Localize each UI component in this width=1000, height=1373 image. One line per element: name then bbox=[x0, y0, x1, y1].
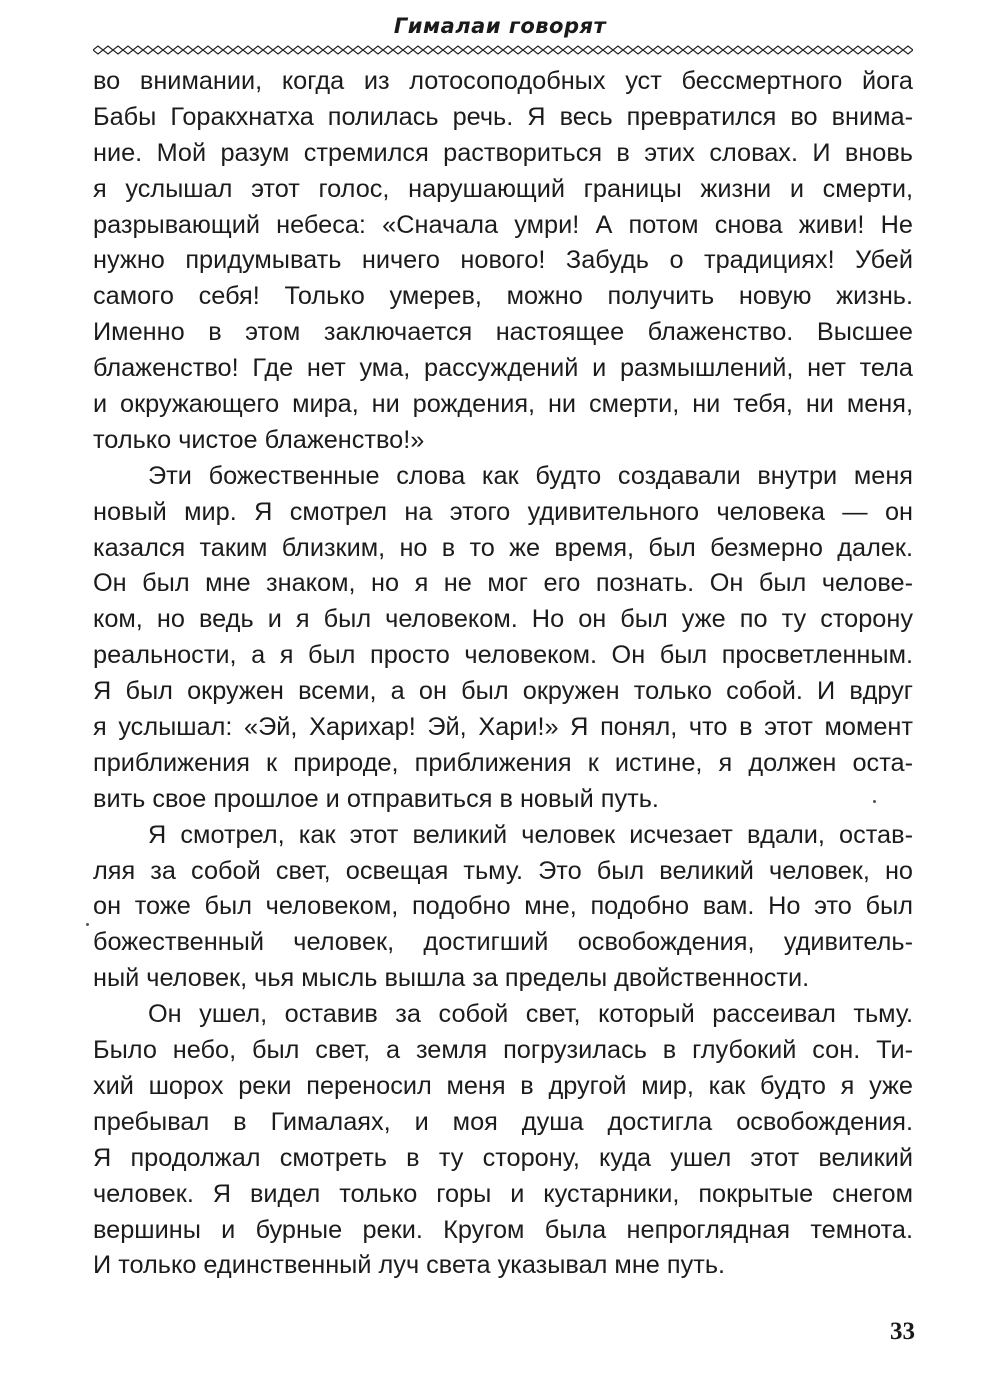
text-line: И только единственный луч света указывал мне путь. bbox=[93, 1251, 726, 1280]
text-line: только чистое блаженство!» bbox=[93, 425, 425, 454]
text-line: Он ушел, оставив за собой свет, который рассеивал тьму. bbox=[148, 1000, 913, 1029]
text-line: вершины и бурные реки. Кругом была непроглядная темнота. bbox=[93, 1215, 913, 1244]
ornament-divider bbox=[93, 43, 913, 57]
text-line: я услышал этот голос, нарушающий границы жизни и смерти, bbox=[93, 174, 913, 203]
text-line: Я продолжал смотреть в ту сторону, куда ушел этот великий bbox=[93, 1143, 913, 1172]
paragraph bbox=[93, 997, 913, 1284]
text-line: Он был мне знаком, но я не мог его познать. Он был челове- bbox=[93, 569, 913, 598]
paragraph bbox=[93, 64, 913, 459]
paragraph bbox=[93, 459, 913, 818]
page-number: 33 bbox=[890, 1318, 915, 1345]
text-line: ляя за собой свет, освещая тьму. Это был великий человек, но bbox=[93, 856, 913, 885]
text-line: божественный человек, достигший освобождения, удивитель- bbox=[93, 928, 913, 957]
text-line: и окружающего мира, ни рождения, ни смерти, ни тебя, ни меня, bbox=[93, 390, 913, 419]
text-line: самого себя! Только умерев, можно получить новую жизнь. bbox=[93, 282, 913, 311]
scan-speck bbox=[86, 923, 89, 926]
text-line: вить свое прошлое и отправиться в новый путь. bbox=[93, 784, 659, 813]
text-line: Именно в этом заключается настоящее блаженство. Высшее bbox=[93, 318, 913, 347]
text-line: Было небо, был свет, а земля погрузилась в глубокий сон. Ти- bbox=[93, 1036, 913, 1065]
paragraph bbox=[93, 818, 913, 997]
scan-speck bbox=[873, 800, 876, 803]
text-line: ние. Мой разум стремился раствориться в этих словах. И вновь bbox=[93, 138, 913, 167]
text-line: новый мир. Я смотрел на этого удивительного человека — он bbox=[93, 497, 913, 526]
body-text bbox=[93, 64, 913, 1284]
text-line: ный человек, чья мысль вышла за пределы двойственности. bbox=[93, 964, 810, 993]
running-title: Гималаи говорят bbox=[393, 14, 607, 38]
text-line: реальности, а я был просто человеком. Он был просветленным. bbox=[93, 641, 913, 670]
text-line: во внимании, когда из лотосоподобных уст бессмертного йога bbox=[93, 67, 913, 95]
text-line: ком, но ведь и я был человеком. Но он был уже по ту сторону bbox=[93, 605, 913, 634]
text-line: блаженство! Где нет ума, рассуждений и размышлений, нет тела bbox=[93, 354, 913, 383]
text-line: Я смотрел, как этот великий человек исчезает вдали, остав- bbox=[148, 820, 913, 849]
text-line: хий шорох реки переносил меня в другой мир, как будто я уже bbox=[93, 1071, 913, 1100]
text-line: я услышал: «Эй, Харихар! Эй, Хари!» Я понял, что в этот момент bbox=[93, 713, 913, 742]
text-line: приближения к природе, приближения к истине, я должен оста- bbox=[93, 748, 913, 777]
text-line: он тоже был человеком, подобно мне, подобно вам. Но это был bbox=[93, 892, 913, 921]
text-line: Бабы Горакхнатха полилась речь. Я весь превратился во внима- bbox=[93, 102, 913, 131]
text-line: человек. Я видел только горы и кустарники, покрытые снегом bbox=[93, 1179, 913, 1208]
text-line: пребывал в Гималаях, и моя душа достигла освобождения. bbox=[93, 1107, 913, 1136]
text-line: Эти божественные слова как будто создавали внутри меня bbox=[148, 461, 913, 490]
text-line: нужно придумывать ничего нового! Забудь о традициях! Убей bbox=[93, 246, 913, 275]
text-line: Я был окружен всеми, а он был окружен только собой. И вдруг bbox=[93, 677, 913, 706]
text-line: казался таким близким, но в то же время, был безмерно далек. bbox=[93, 533, 913, 562]
text-line: разрывающий небеса: «Сначала умри! А потом снова живи! Не bbox=[93, 210, 913, 239]
